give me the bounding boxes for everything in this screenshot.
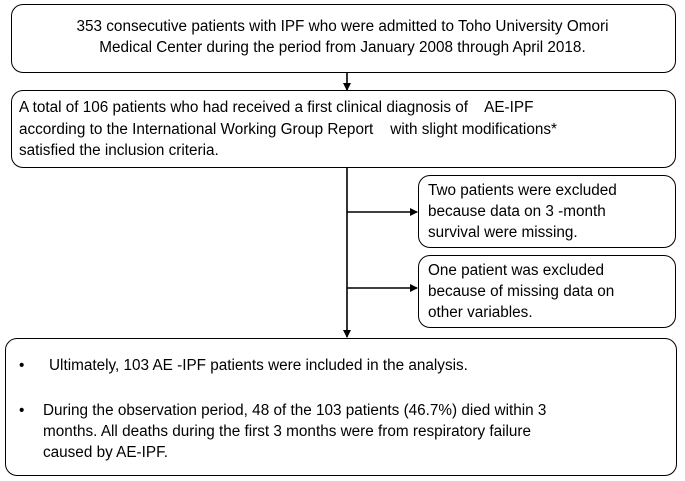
inclusion-text-line-1: A total of 106 patients who had received a first clinical diagnosis of AE-IPF [19, 99, 534, 116]
exclusion2-text-line-3: other variables. [428, 304, 533, 321]
exclusion1-text-line-2: because data on 3 -month [428, 203, 606, 220]
cohort-text-line-2: Medical Center during the period from January 2008 through April 2018. [99, 39, 586, 56]
exclusion2-text-line-2: because of missing data on [428, 283, 615, 300]
final-cohort-box [5, 338, 677, 476]
bullet-icon-1: • [19, 357, 25, 374]
final-bullet-1-line-1: Ultimately, 103 AE -IPF patients were included in the analysis. [49, 357, 468, 374]
inclusion-text-line-2: according to the International Working Group Report with slight modifications* [19, 121, 557, 138]
inclusion-text-line-3: satisfied the inclusion criteria. [19, 142, 219, 159]
bullet-icon-2: • [19, 402, 25, 419]
cohort-box [11, 4, 676, 73]
cohort-text-line-1: 353 consecutive patients with IPF who were admitted to Toho University Omori [76, 18, 609, 35]
final-bullet-2-line-2: months. All deaths during the first 3 months were from respiratory failure [43, 423, 532, 440]
inclusion-box [11, 90, 676, 168]
exclusion2-text-line-1: One patient was excluded [428, 262, 605, 279]
exclusion1-text-line-3: survival were missing. [428, 224, 578, 241]
final-bullet-2-line-1: During the observation period, 48 of the 103 patients (46.7%) died within 3 [43, 402, 547, 419]
exclusion-box-1 [418, 175, 676, 248]
final-bullet-2-line-3: caused by AE-IPF. [43, 444, 168, 461]
exclusion-box-2 [418, 255, 676, 328]
exclusion1-text-line-1: Two patients were excluded [428, 182, 617, 199]
